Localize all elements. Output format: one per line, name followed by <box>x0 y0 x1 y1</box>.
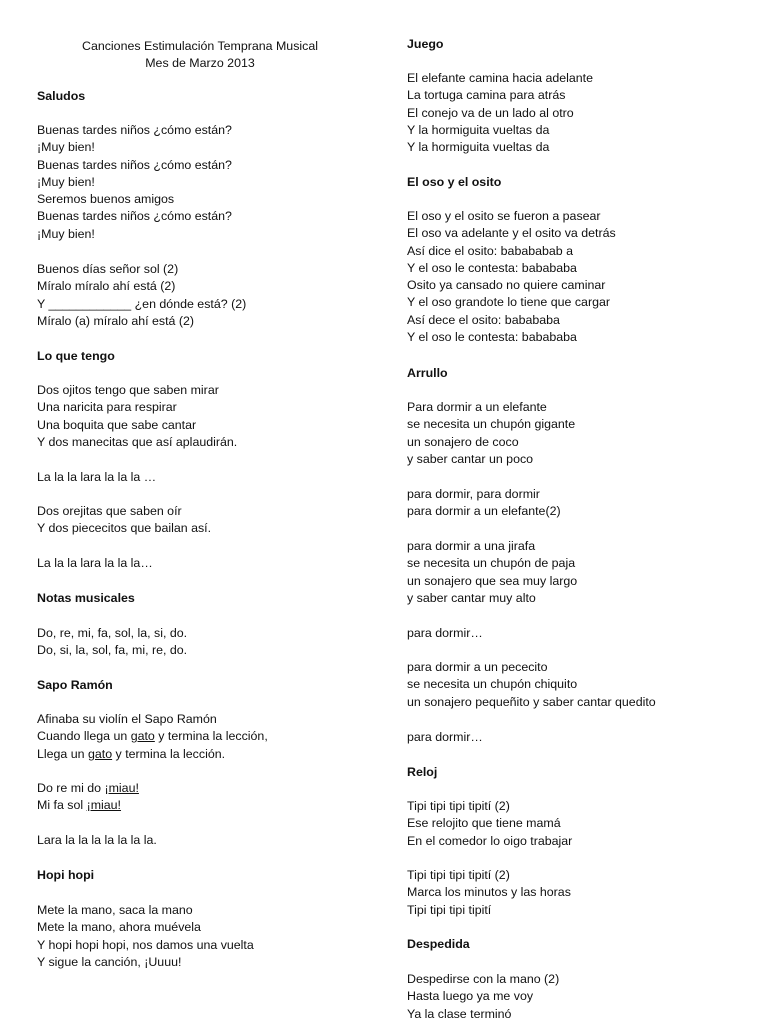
lyric-line: Lara la la la la la la la. <box>37 833 157 847</box>
lyric-line: para dormir… <box>407 730 483 744</box>
section-despedida <box>407 936 757 953</box>
lyric-text: Mi fa sol <box>37 798 87 813</box>
section-title: Arrullo <box>407 366 448 380</box>
section-notas-musicales <box>37 590 367 607</box>
reloj-stanza-1 <box>407 798 757 850</box>
lyric-text: Do re mi do <box>37 781 105 795</box>
lyric-line: para dormir a un pececito <box>407 660 548 674</box>
lyric-line: Mete la mano, ahora muévela <box>37 920 201 935</box>
lyric-line: Buenos días señor sol (2) <box>37 262 179 276</box>
lyric-line <box>37 728 367 745</box>
lyric-line: Tipi tipi tipi tipití (2) <box>407 868 510 882</box>
document-subtitle: Mes de Marzo 2013 <box>145 56 255 71</box>
lyric-line: un sonajero que sea muy largo <box>407 573 578 588</box>
lo-que-tengo-refrain-2 <box>37 555 367 572</box>
lyric-line: Mete la mano, saca la mano <box>37 903 193 917</box>
lyric-line: Una naricita para respirar <box>37 400 177 415</box>
lyric-line: Y hopi hopi hopi, nos damos una vuelta <box>37 937 254 952</box>
section-saludos <box>37 88 367 105</box>
lyric-line <box>37 746 367 763</box>
arrullo-refrain-1 <box>407 625 757 642</box>
lyric-line: Do, si, la, sol, fa, mi, re, do. <box>37 643 188 658</box>
lyric-line: Así dice el osito: babababab a <box>407 243 574 258</box>
lyric-line: Y la hormiguita vueltas da <box>407 122 550 137</box>
sapo-stanza-3 <box>37 832 367 849</box>
lyric-line: Y el oso le contesta: babababa <box>407 260 577 275</box>
sapo-stanza-1 <box>37 711 367 763</box>
despedida-stanza <box>407 971 757 1023</box>
lyric-line: para dormir, para dormir <box>407 487 540 501</box>
lyric-line: El oso va adelante y el osito va detrás <box>407 226 616 241</box>
lyric-line: Y dos manecitas que así aplaudirán. <box>37 434 238 449</box>
document-header <box>37 38 363 73</box>
arrullo-stanza-3 <box>407 538 757 607</box>
lyric-line: Míralo míralo ahí está (2) <box>37 279 176 294</box>
lo-que-tengo-stanza-1 <box>37 382 367 451</box>
lyric-line: se necesita un chupón de paja <box>407 556 576 571</box>
lyric-line: Tipi tipi tipi tipití (2) <box>407 799 510 813</box>
lyric-line: Afinaba su violín el Sapo Ramón <box>37 712 217 726</box>
section-title: El oso y el osito <box>407 175 502 189</box>
lyric-text: y termina la lección. <box>112 746 226 761</box>
lyric-line: Así dece el osito: babababa <box>407 312 560 327</box>
arrullo-stanza-2 <box>407 486 757 521</box>
lyric-line: Y sigue la canción, ¡Uuuu! <box>37 954 182 969</box>
lyric-line: Hasta luego ya me voy <box>407 989 534 1004</box>
lyric-line: un sonajero de coco <box>407 434 519 449</box>
lyric-line: Dos orejitas que saben oír <box>37 504 182 518</box>
lyric-line: Seremos buenos amigos <box>37 192 175 207</box>
lyric-line: y saber cantar un poco <box>407 451 534 466</box>
juego-stanza <box>407 70 757 156</box>
underlined-word: ¡miau! <box>86 798 122 813</box>
section-title: Sapo Ramón <box>37 678 113 692</box>
section-lo-que-tengo <box>37 348 367 365</box>
lyric-line: Buenas tardes niños ¿cómo están? <box>37 123 232 137</box>
saludos-stanza-1 <box>37 122 367 243</box>
lyric-line: El elefante camina hacia adelante <box>407 71 593 85</box>
lyric-line: En el comedor lo oigo trabajar <box>407 833 573 848</box>
section-sapo-ramon <box>37 677 367 694</box>
lyric-line: y saber cantar muy alto <box>407 590 536 605</box>
lyric-line: Y dos piececitos que bailan así. <box>37 521 212 536</box>
lyric-line: Y ____________ ¿en dónde está? (2) <box>37 296 247 311</box>
section-title: Juego <box>407 37 444 51</box>
lyric-line: para dormir a un elefante(2) <box>407 504 561 519</box>
lo-que-tengo-stanza-2 <box>37 503 367 538</box>
underlined-word: ¡miau! <box>104 781 139 795</box>
section-title: Despedida <box>407 937 470 951</box>
lyric-text: Cuando llega un <box>37 729 131 744</box>
document-title: Canciones Estimulación Temprana Musical <box>82 39 318 53</box>
lyric-line: La tortuga camina para atrás <box>407 88 566 103</box>
lyric-line: Míralo (a) míralo ahí está (2) <box>37 313 194 328</box>
lyric-line: Buenas tardes niños ¿cómo están? <box>37 209 232 224</box>
lyric-line: Para dormir a un elefante <box>407 400 547 414</box>
sapo-stanza-2 <box>37 780 367 815</box>
lyric-line: ¡Muy bien! <box>37 226 95 241</box>
arrullo-stanza-4 <box>407 659 757 711</box>
section-arrullo <box>407 365 757 382</box>
lyric-text: y termina la lección, <box>154 729 268 744</box>
lyric-line: Do, re, mi, fa, sol, la, si, do. <box>37 626 188 640</box>
lyric-line: un sonajero pequeñito y saber cantar quedito <box>407 694 656 709</box>
lyric-line: para dormir… <box>407 626 483 640</box>
section-el-oso <box>407 174 757 191</box>
lyric-line: El oso y el osito se fueron a pasear <box>407 209 601 223</box>
section-title: Notas musicales <box>37 591 135 605</box>
lyric-line: Despedirse con la mano (2) <box>407 972 560 986</box>
section-title: Hopi hopi <box>37 868 95 882</box>
lyric-line: Dos ojitos tengo que saben mirar <box>37 383 219 397</box>
lyric-line: ¡Muy bien! <box>37 174 95 189</box>
lyric-line: para dormir a una jirafa <box>407 539 536 553</box>
lyric-line <box>37 797 367 814</box>
lo-que-tengo-refrain-1 <box>37 469 367 486</box>
oso-stanza <box>407 208 757 346</box>
hopi-stanza <box>37 902 367 971</box>
lyric-line: El conejo va de un lado al otro <box>407 105 574 120</box>
reloj-stanza-2 <box>407 867 757 919</box>
section-title: Reloj <box>407 765 438 779</box>
lyric-line: Y el oso grandote lo tiene que cargar <box>407 295 610 310</box>
lyric-text: Llega un <box>37 746 88 761</box>
underlined-word: gato <box>130 729 155 744</box>
lyric-line: Osito ya cansado no quiere caminar <box>407 278 606 293</box>
section-title: Lo que tengo <box>37 349 115 363</box>
lyric-line: Ya la clase terminó <box>407 1006 512 1021</box>
lyric-line: Marca los minutos y las horas <box>407 885 571 900</box>
section-title: Saludos <box>37 89 86 103</box>
lyric-line: Y el oso le contesta: babababa <box>407 330 577 345</box>
lyric-line: Una boquita que sabe cantar <box>37 417 197 432</box>
saludos-stanza-2 <box>37 261 367 330</box>
lyric-line: La la la lara la la la… <box>37 556 153 570</box>
lyric-line: Tipi tipi tipi tipití <box>407 902 492 917</box>
section-reloj <box>407 764 757 781</box>
notas-stanza <box>37 625 367 660</box>
section-hopi-hopi <box>37 867 367 884</box>
lyric-line: La la la lara la la la … <box>37 470 157 484</box>
lyric-line: se necesita un chupón gigante <box>407 417 576 432</box>
lyric-line: se necesita un chupón chiquito <box>407 677 578 692</box>
lyric-line: Y la hormiguita vueltas da <box>407 140 550 155</box>
lyric-line: Ese relojito que tiene mamá <box>407 816 561 831</box>
arrullo-stanza-1 <box>407 399 757 468</box>
section-juego <box>407 36 757 53</box>
underlined-word: gato <box>87 746 113 761</box>
arrullo-refrain-2 <box>407 729 757 746</box>
lyric-line: ¡Muy bien! <box>37 140 95 155</box>
lyric-line: Buenas tardes niños ¿cómo están? <box>37 157 232 172</box>
lyric-line <box>37 780 367 797</box>
